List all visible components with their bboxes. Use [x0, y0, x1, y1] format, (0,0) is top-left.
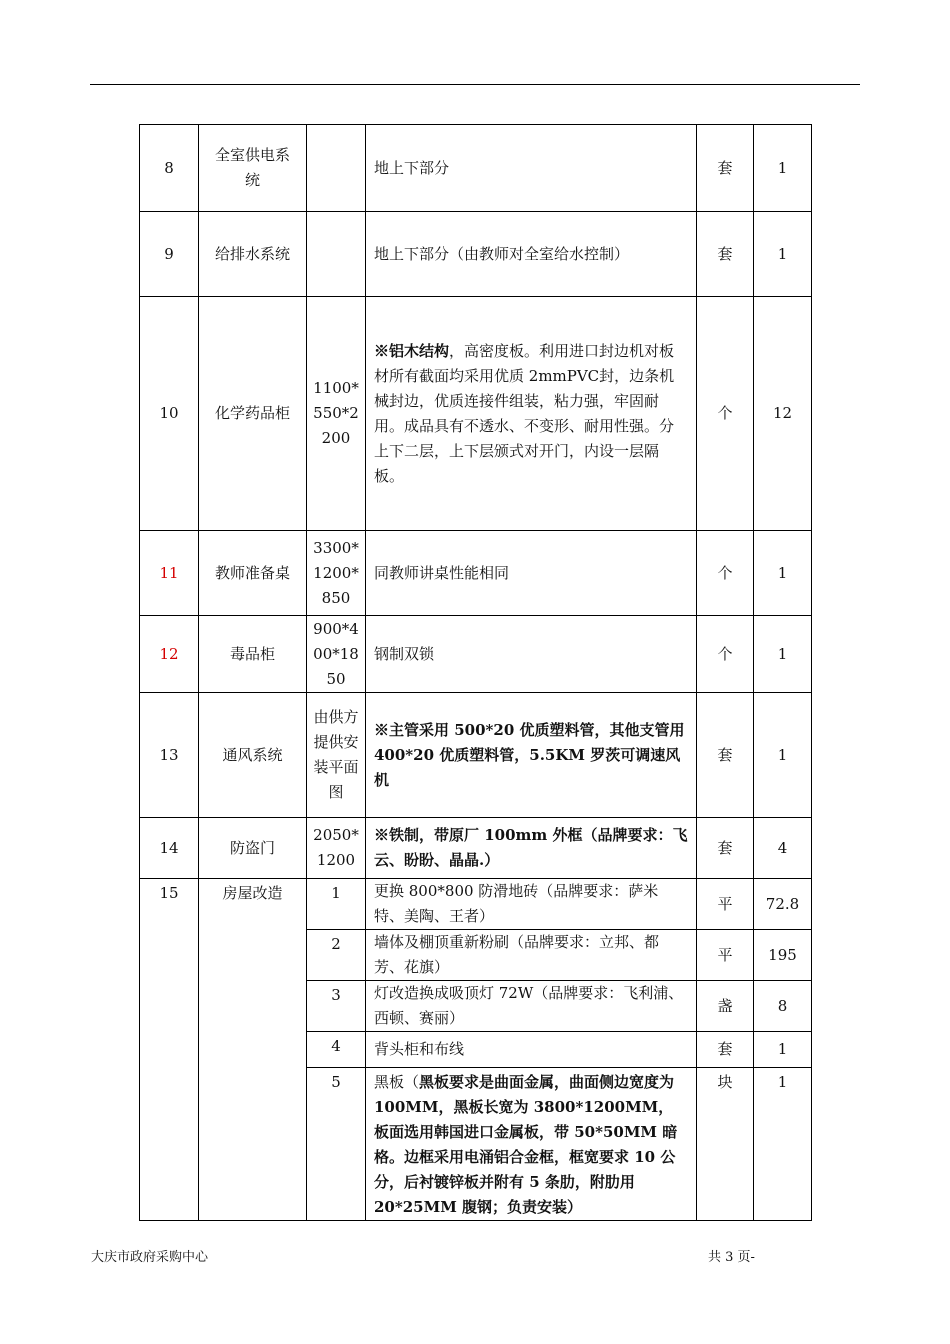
item-description: 地上下部分（由教师对全室给水控制） [366, 212, 697, 297]
item-description: 钢制双锁 [366, 616, 697, 693]
item-unit: 套 [697, 1032, 754, 1068]
item-description: 背头柜和布线 [366, 1032, 697, 1068]
table-row [140, 693, 812, 818]
item-quantity: 1 [754, 693, 812, 818]
sub-item-number: 5 [307, 1068, 366, 1221]
item-description: 墙体及棚顶重新粉刷（品牌要求：立邦、都芳、花旗） [366, 930, 697, 981]
item-name: 全室供电系统 [199, 125, 307, 212]
row-number: 8 [140, 125, 199, 212]
item-unit: 套 [697, 818, 754, 879]
item-name: 毒品柜 [199, 616, 307, 693]
item-description: 更换 800*800 防滑地砖（品牌要求：萨米特、美陶、王者） [366, 879, 697, 930]
item-size [307, 125, 366, 212]
item-size: 2050*1200 [307, 818, 366, 879]
item-description [366, 1068, 697, 1221]
item-unit: 盏 [697, 981, 754, 1032]
item-name: 房屋改造 [199, 879, 307, 1221]
description-emphasis: ※铝木结构 [374, 341, 450, 360]
item-size: 1100*550*2200 [307, 297, 366, 531]
item-quantity: 8 [754, 981, 812, 1032]
item-quantity: 72.8 [754, 879, 812, 930]
sub-item-number: 4 [307, 1032, 366, 1068]
table-row [140, 616, 812, 693]
item-name: 化学药品柜 [199, 297, 307, 531]
row-number: 12 [140, 616, 199, 693]
sub-item-number: 3 [307, 981, 366, 1032]
row-number: 13 [140, 693, 199, 818]
item-description: ※铁制，带原厂 100mm 外框（品牌要求：飞云、盼盼、晶晶.） [366, 818, 697, 879]
row-number: 14 [140, 818, 199, 879]
item-quantity: 1 [754, 531, 812, 616]
item-description: 地上下部分 [366, 125, 697, 212]
item-name: 给排水系统 [199, 212, 307, 297]
item-description: ※主管采用 500*20 优质塑料管，其他支管用 400*20 优质塑料管，5.5KM 罗茨可调速风机 [366, 693, 697, 818]
item-quantity: 4 [754, 818, 812, 879]
item-description [366, 297, 697, 531]
item-quantity: 195 [754, 930, 812, 981]
sub-item-number: 1 [307, 879, 366, 930]
table-row [140, 879, 812, 930]
item-unit: 个 [697, 531, 754, 616]
item-unit: 平 [697, 930, 754, 981]
item-unit: 套 [697, 125, 754, 212]
item-unit: 平 [697, 879, 754, 930]
item-quantity: 1 [754, 616, 812, 693]
item-size: 由供方提供安装平面图 [307, 693, 366, 818]
item-name: 教师准备桌 [199, 531, 307, 616]
item-name: 通风系统 [199, 693, 307, 818]
item-size: 3300*1200*850 [307, 531, 366, 616]
item-description: 同教师讲桌性能相同 [366, 531, 697, 616]
item-quantity: 1 [754, 1068, 812, 1221]
sub-item-number: 2 [307, 930, 366, 981]
footer-page-count: 共 3 页- [708, 1250, 755, 1265]
item-unit: 个 [697, 616, 754, 693]
description-text: 黑板（ [374, 1073, 420, 1091]
table-row [140, 297, 812, 531]
table-row [140, 531, 812, 616]
item-unit: 个 [697, 297, 754, 531]
item-quantity: 1 [754, 125, 812, 212]
item-unit: 套 [697, 212, 754, 297]
description-text: ，高密度板。利用进口封边机对板材所有截面均采用优质 2mmPVC封，边条机械封边，优质连接件组装，粘力强，牢固耐用。成品具有不透水、不变形、耐用性强。分上下二层，上下层颁式对开门，内设一层隔板。 [374, 341, 675, 485]
table-row [140, 212, 812, 297]
item-quantity: 1 [754, 1032, 812, 1068]
description-emphasis: 黑板要求是曲面金属，曲面侧边宽度为 100MM，黑板长宽为 3800*1200MM，板面选用韩国进口金属板，带 50*50MM 暗格。边框采用电涌铝合金框，框宽要求 10 公分，后衬镀锌板并附有 5 条肋，附肋用 20*25MM 腹钢；负责安装） [374, 1073, 678, 1216]
item-name: 防盗门 [199, 818, 307, 879]
item-quantity: 1 [754, 212, 812, 297]
item-description: 灯改造换成吸顶灯 72W（品牌要求：飞利浦、西顿、赛丽） [366, 981, 697, 1032]
row-number: 10 [140, 297, 199, 531]
row-number: 15 [140, 879, 199, 1221]
item-unit: 块 [697, 1068, 754, 1221]
row-number: 11 [140, 531, 199, 616]
table-row [140, 125, 812, 212]
footer-organization: 大庆市政府采购中心 [91, 1250, 209, 1265]
item-unit: 套 [697, 693, 754, 818]
item-size: 900*400*1850 [307, 616, 366, 693]
header-rule [90, 84, 860, 85]
table-row [140, 818, 812, 879]
row-number: 9 [140, 212, 199, 297]
item-quantity: 12 [754, 297, 812, 531]
equipment-table [139, 124, 812, 1221]
item-size [307, 212, 366, 297]
